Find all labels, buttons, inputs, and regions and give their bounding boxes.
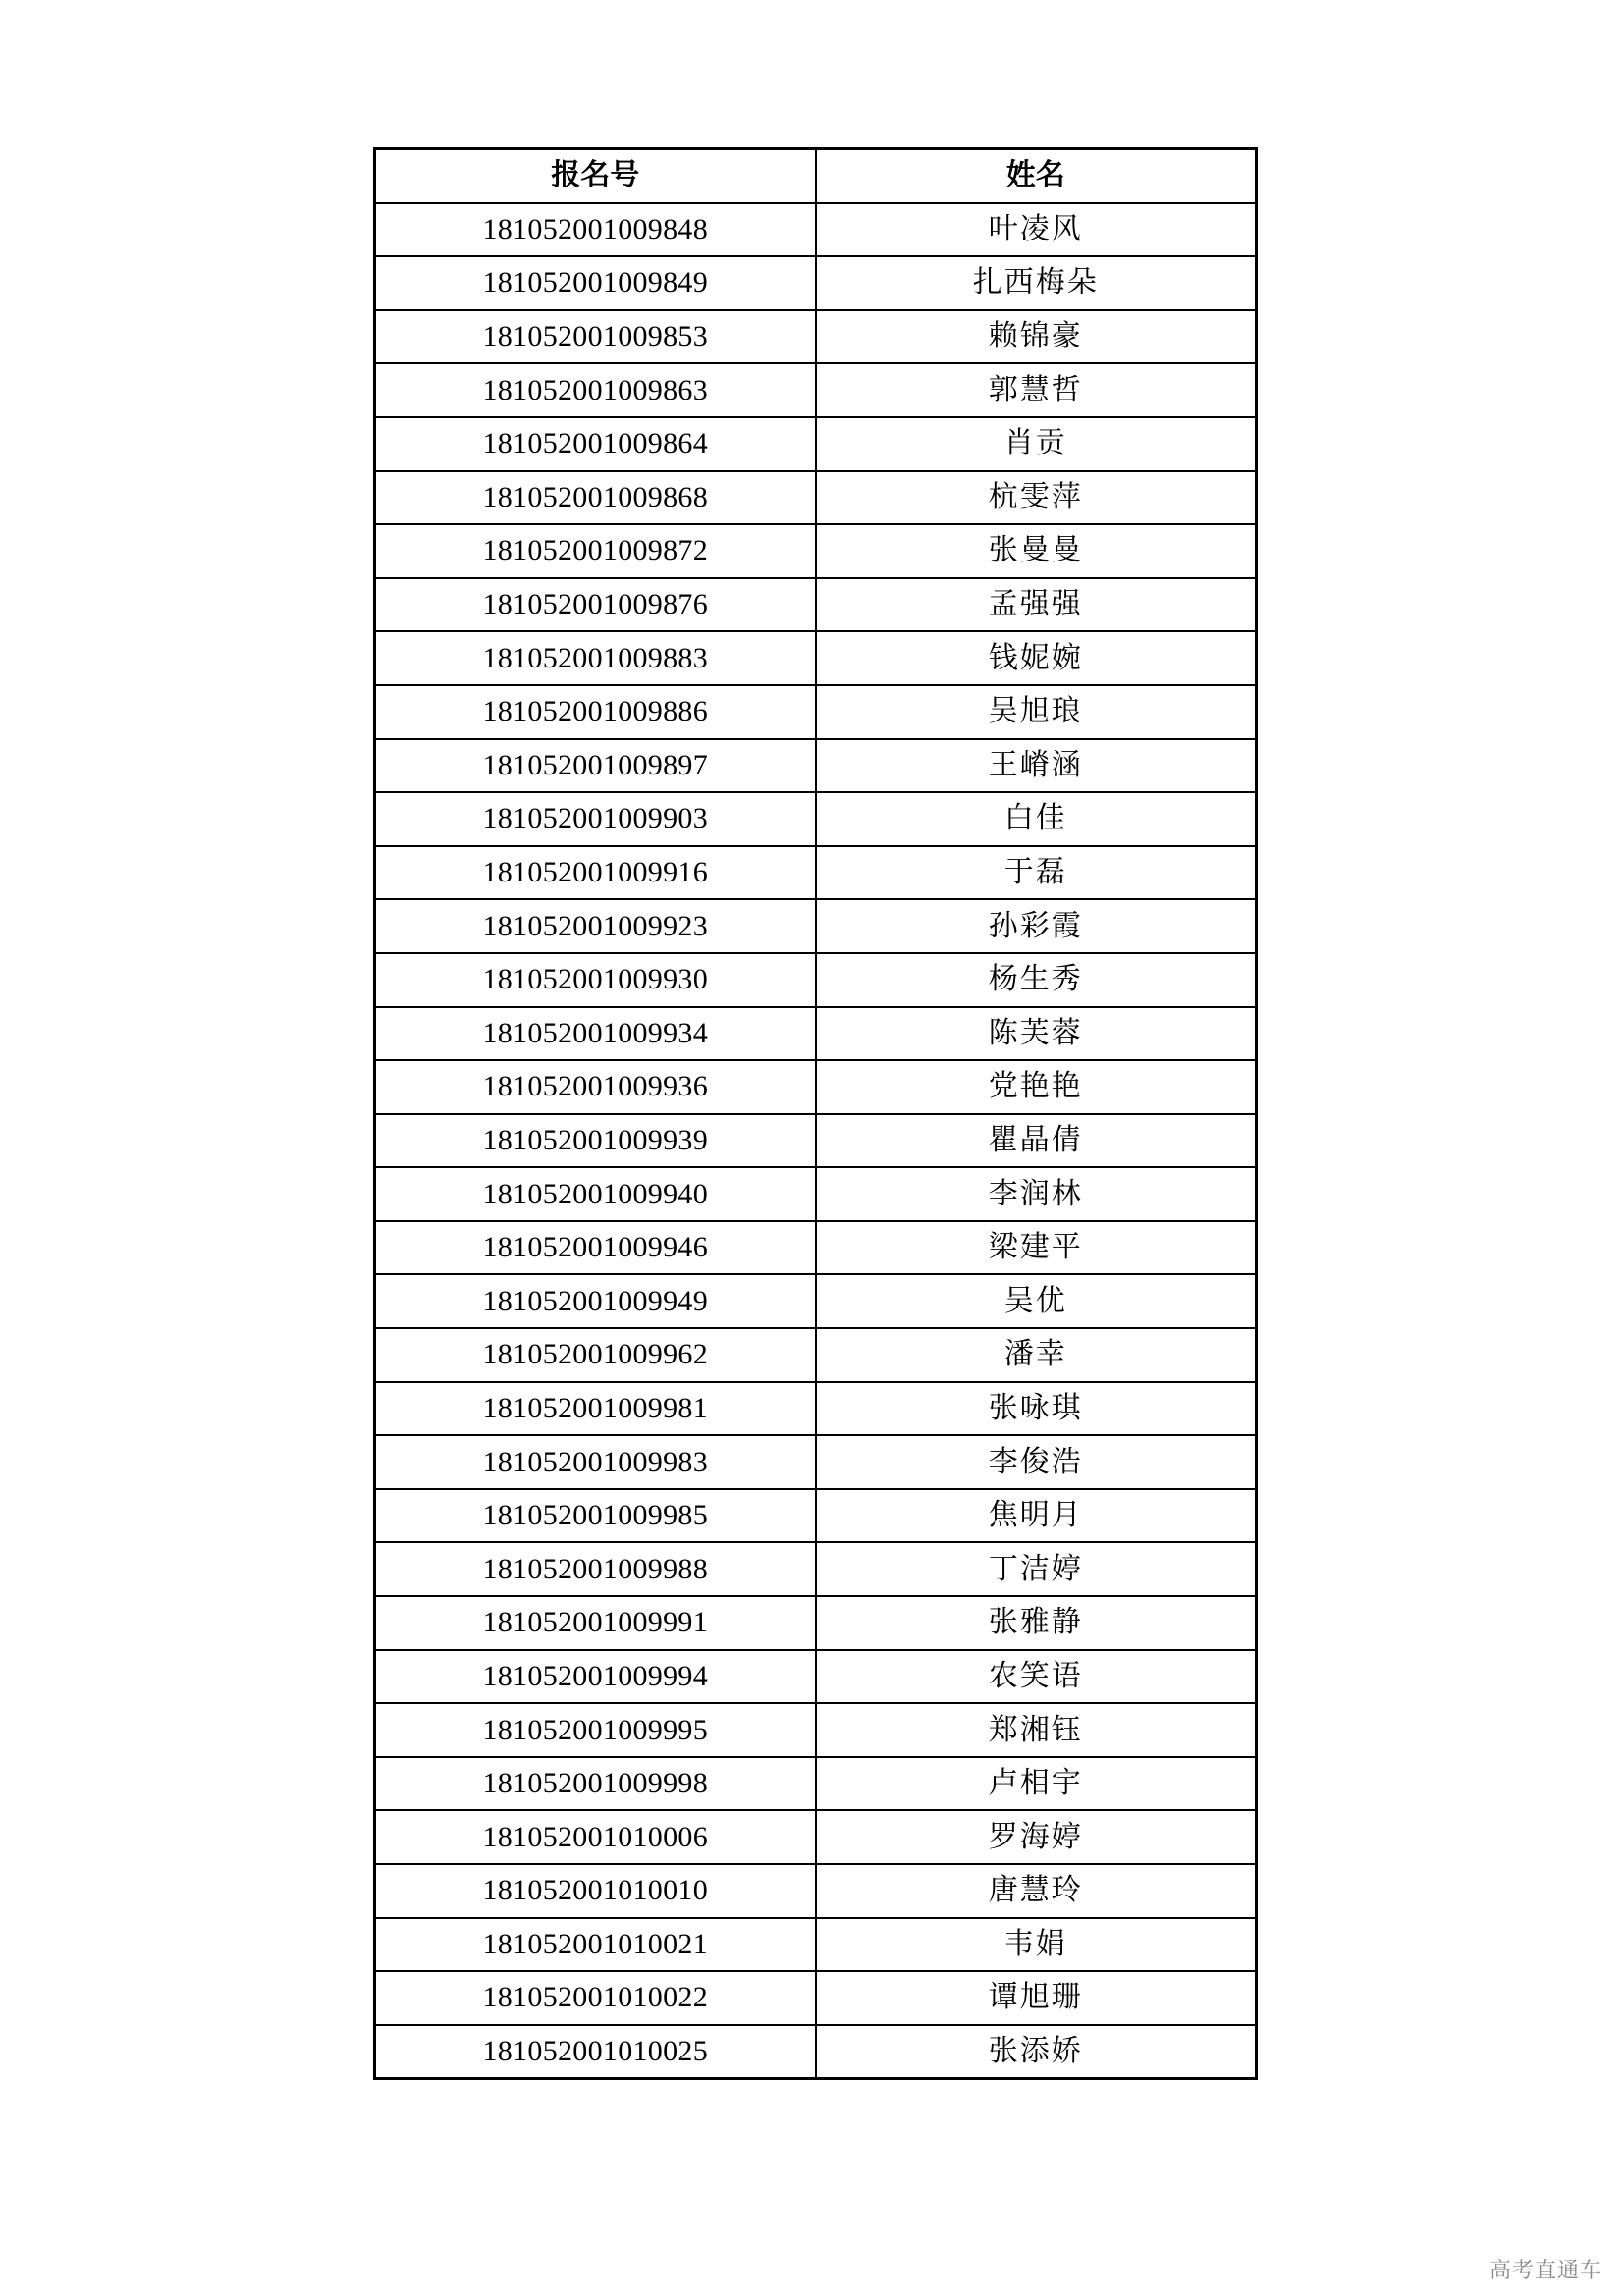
table-row [375, 578, 1257, 632]
name-cell: 丁洁婷 [816, 1542, 1257, 1596]
table-row [375, 1542, 1257, 1596]
table-row [375, 846, 1257, 900]
table-row [375, 1864, 1257, 1918]
name-cell: 瞿晶倩 [816, 1114, 1257, 1168]
name-cell: 赖锦豪 [816, 310, 1257, 364]
table-row [375, 1007, 1257, 1061]
name-cell: 张曼曼 [816, 524, 1257, 578]
table-row [375, 1114, 1257, 1168]
registration-number-cell: 181052001009883 [375, 631, 816, 685]
registration-number-cell: 181052001009886 [375, 685, 816, 739]
registration-number-cell: 181052001009940 [375, 1167, 816, 1221]
registration-number-cell: 181052001010006 [375, 1810, 816, 1864]
table-row [375, 2025, 1257, 2079]
name-cell: 白佳 [816, 792, 1257, 846]
registration-number-cell: 181052001010022 [375, 1971, 816, 2025]
registration-number-cell: 181052001009916 [375, 846, 816, 900]
name-cell: 张添娇 [816, 2025, 1257, 2079]
table-row [375, 1221, 1257, 1275]
table-body [375, 203, 1257, 2079]
registration-number-cell: 181052001009962 [375, 1328, 816, 1382]
name-cell: 扎西梅朵 [816, 256, 1257, 310]
table-row [375, 739, 1257, 793]
table-row [375, 363, 1257, 417]
name-cell: 王嵴涵 [816, 739, 1257, 793]
name-cell: 孟强强 [816, 578, 1257, 632]
name-cell: 于磊 [816, 846, 1257, 900]
table-row [375, 792, 1257, 846]
table-row [375, 1703, 1257, 1757]
name-cell: 卢相宇 [816, 1757, 1257, 1811]
registration-number-cell: 181052001009903 [375, 792, 816, 846]
table-row [375, 1328, 1257, 1382]
header-name: 姓名 [816, 149, 1257, 203]
name-cell: 焦明月 [816, 1489, 1257, 1543]
registration-number-cell: 181052001009946 [375, 1221, 816, 1275]
name-cell: 张雅静 [816, 1596, 1257, 1650]
table-row [375, 1060, 1257, 1114]
table-row [375, 417, 1257, 471]
registration-number-cell: 181052001009988 [375, 1542, 816, 1596]
table-row [375, 310, 1257, 364]
table-header-row [375, 149, 1257, 203]
table-row [375, 1596, 1257, 1650]
registration-number-cell: 181052001009983 [375, 1435, 816, 1489]
table-row [375, 685, 1257, 739]
name-cell: 郑湘钰 [816, 1703, 1257, 1757]
name-cell: 谭旭珊 [816, 1971, 1257, 2025]
registration-number-cell: 181052001009936 [375, 1060, 816, 1114]
table-row [375, 1274, 1257, 1328]
table-row [375, 1918, 1257, 1972]
name-cell: 农笑语 [816, 1650, 1257, 1704]
registration-number-cell: 181052001009985 [375, 1489, 816, 1543]
table-row [375, 1167, 1257, 1221]
name-cell: 李俊浩 [816, 1435, 1257, 1489]
table-row [375, 1650, 1257, 1704]
table-row [375, 256, 1257, 310]
registration-number-cell: 181052001009876 [375, 578, 816, 632]
registration-number-cell: 181052001009897 [375, 739, 816, 793]
name-cell: 潘幸 [816, 1328, 1257, 1382]
name-cell: 吴旭琅 [816, 685, 1257, 739]
admission-list-table [373, 147, 1258, 2080]
registration-number-cell: 181052001009994 [375, 1650, 816, 1704]
registration-number-cell: 181052001009863 [375, 363, 816, 417]
name-cell: 张咏琪 [816, 1382, 1257, 1436]
registration-number-cell: 181052001009848 [375, 203, 816, 257]
table-row [375, 203, 1257, 257]
table-row [375, 953, 1257, 1007]
name-cell: 党艳艳 [816, 1060, 1257, 1114]
registration-number-cell: 181052001010021 [375, 1918, 816, 1972]
registration-number-cell: 181052001009864 [375, 417, 816, 471]
registration-number-cell: 181052001009939 [375, 1114, 816, 1168]
table-row [375, 471, 1257, 525]
name-cell: 梁建平 [816, 1221, 1257, 1275]
table-row [375, 1757, 1257, 1811]
table-row [375, 899, 1257, 953]
name-cell: 郭慧哲 [816, 363, 1257, 417]
registration-number-cell: 181052001010025 [375, 2025, 816, 2079]
table-row [375, 1810, 1257, 1864]
name-cell: 吴优 [816, 1274, 1257, 1328]
name-cell: 韦娟 [816, 1918, 1257, 1972]
name-cell: 唐慧玲 [816, 1864, 1257, 1918]
registration-number-cell: 181052001009853 [375, 310, 816, 364]
name-cell: 李润林 [816, 1167, 1257, 1221]
registration-number-cell: 181052001010010 [375, 1864, 816, 1918]
header-registration-number: 报名号 [375, 149, 816, 203]
name-cell: 钱妮婉 [816, 631, 1257, 685]
watermark-text: 高考直通车 [1489, 2259, 1602, 2283]
name-cell: 杭雯萍 [816, 471, 1257, 525]
table-row [375, 1435, 1257, 1489]
registration-number-cell: 181052001009868 [375, 471, 816, 525]
name-cell: 杨生秀 [816, 953, 1257, 1007]
name-cell: 罗海婷 [816, 1810, 1257, 1864]
registration-number-cell: 181052001009923 [375, 899, 816, 953]
registration-number-cell: 181052001009998 [375, 1757, 816, 1811]
name-cell: 陈芙蓉 [816, 1007, 1257, 1061]
table-row [375, 524, 1257, 578]
name-cell: 肖贡 [816, 417, 1257, 471]
registration-number-cell: 181052001009934 [375, 1007, 816, 1061]
name-cell: 叶凌风 [816, 203, 1257, 257]
name-cell: 孙彩霞 [816, 899, 1257, 953]
registration-number-cell: 181052001009991 [375, 1596, 816, 1650]
table-row [375, 1971, 1257, 2025]
table-row [375, 631, 1257, 685]
registration-number-cell: 181052001009949 [375, 1274, 816, 1328]
registration-number-cell: 181052001009930 [375, 953, 816, 1007]
table-row [375, 1489, 1257, 1543]
registration-number-cell: 181052001009981 [375, 1382, 816, 1436]
registration-number-cell: 181052001009849 [375, 256, 816, 310]
table-row [375, 1382, 1257, 1436]
registration-number-cell: 181052001009872 [375, 524, 816, 578]
registration-number-cell: 181052001009995 [375, 1703, 816, 1757]
